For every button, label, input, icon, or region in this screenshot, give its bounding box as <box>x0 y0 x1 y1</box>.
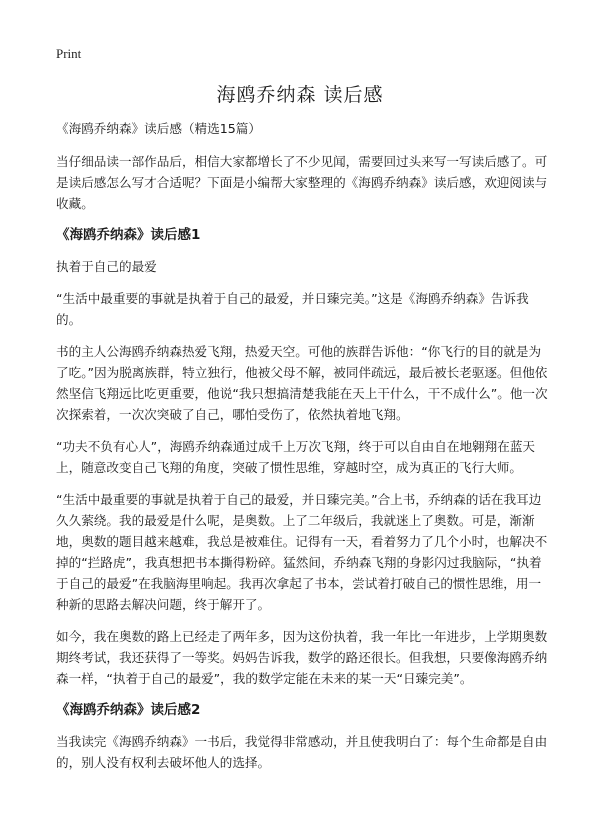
body-paragraph: 当我读完《海鸥乔纳森》一书后，我觉得非常感动，并且使我明白了：每个生命都是自由的，别人没有权利去破坏他人的选择。 <box>56 734 548 770</box>
section-tagline-1: 执着于自己的最爱 <box>56 259 157 274</box>
intro-paragraph: 当仔细品读一部作品后，相信大家都增长了不少见闻，需要回过头来写一写读后感了。可是读后感怎么写才合适呢？下面是小编帮大家整理的《海鸥乔纳森》读后感，欢迎阅读与收藏。 <box>56 154 548 211</box>
section-heading-1: 《海鸥乔纳森》读后感1 <box>56 227 201 243</box>
body-paragraph: 如今，我在奥数的路上已经走了两年多，因为这份执着，我一年比一年进步，上学期奥数期终考试，我还获得了一等奖。妈妈告诉我，数学的路还很长。但我想，只要像海鸥乔纳森一样，“执着于自己的最爱”，我的数学定能在未来的某一天“日臻完美”。 <box>56 629 548 686</box>
document-body <box>56 118 548 784</box>
section-heading-2: 《海鸥乔纳森》读后感2 <box>56 702 201 718</box>
body-paragraph: “功夫不负有心人”，海鸥乔纳森通过成千上万次飞翔，终于可以自由自在地翱翔在蓝天上，随意改变自己飞翔的角度，突破了惯性思维，穿越时空，成为真正的飞行大师。 <box>56 439 536 475</box>
body-paragraph: “生活中最重要的事就是执着于自己的最爱，并日臻完美。”这是《海鸥乔纳森》告诉我的。 <box>56 291 529 327</box>
body-paragraph: 书的主人公海鸥乔纳森热爱飞翔，热爱天空。可他的族群告诉他：“你飞行的目的就是为了吃。”因为脱离族群，特立独行，他被父母不解，被同伴疏远，最后被长老驱逐。但他依然坚信飞翔远比吃更重要，他说“我只想搞清楚我能在天上干什么，干不成什么”。他一次次探索着，一次次突破了自己，哪怕受伤了，依然执着地飞翔。 <box>56 344 548 422</box>
print-link[interactable]: Print <box>56 46 82 61</box>
document-title: 海鸥乔纳森 读后感 <box>216 84 384 106</box>
document-subtitle: 《海鸥乔纳森》读后感（精选15篇） <box>56 121 261 136</box>
body-paragraph: “生活中最重要的事就是执着于自己的最爱，并日臻完美。”合上书，乔纳森的话在我耳边久久萦绕。我的最爱是什么呢，是奥数。上了二年级后，我就迷上了奥数。可是，渐渐地，奥数的题目越来越难，我总是被难住。记得有一天，看着努力了几个小时，也解决不掉的“拦路虎”，我真想把书本撕得粉碎。猛然间，乔纳森飞翔的身影闪过我脑际，“执着于自己的最爱”在我脑海里响起。我再次拿起了书本，尝试着打破自己的惯性思维，用一种新的思路去解决问题，终于解开了。 <box>56 492 548 612</box>
